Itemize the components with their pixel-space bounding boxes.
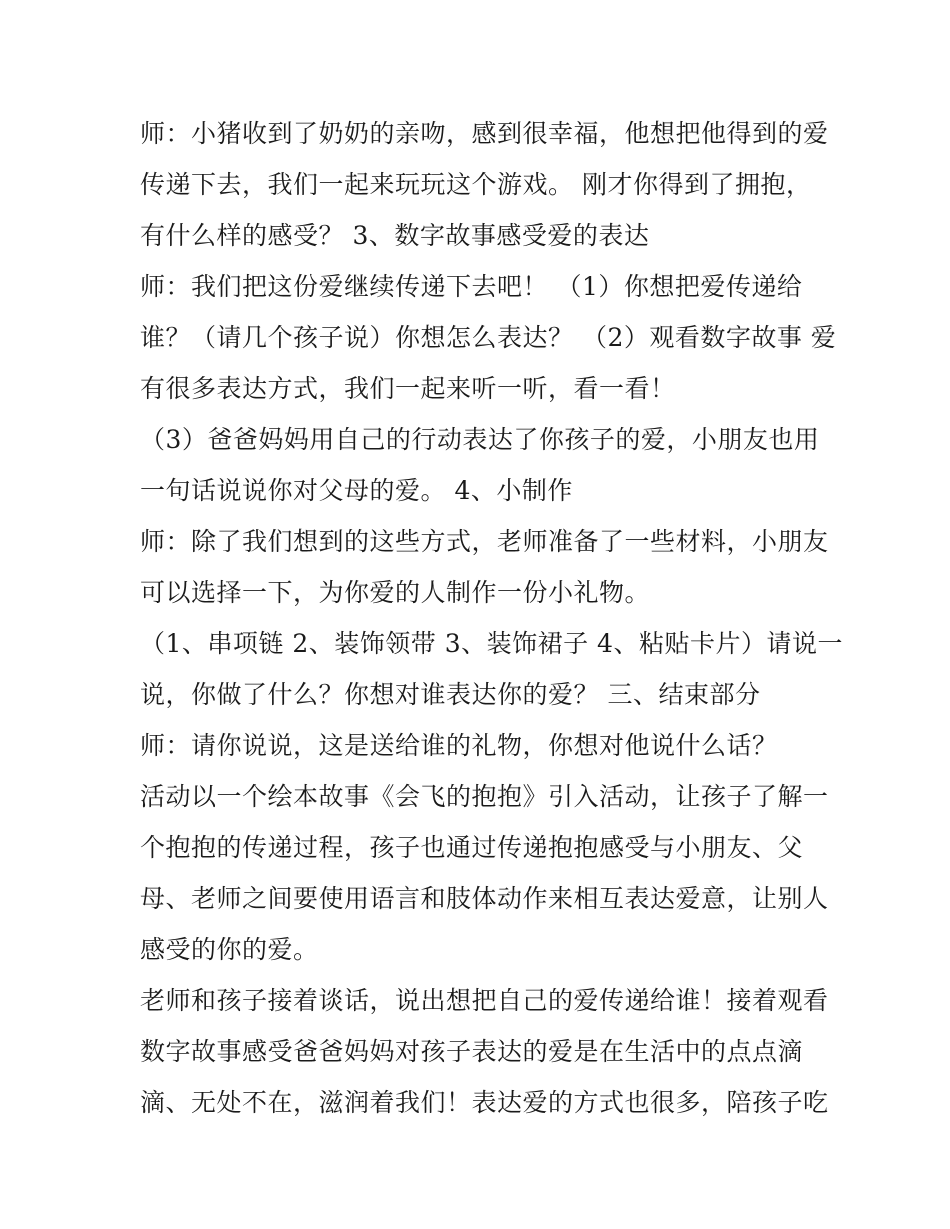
text-line: 数字故事感受爸爸妈妈对孩子表达的爱是在生活中的点点滴	[140, 1037, 804, 1066]
text-line: 说，你做了什么？你想对谁表达你的爱？ 三、结束部分	[140, 680, 761, 709]
text-line: 可以选择一下，为你爱的人制作一份小礼物。	[140, 578, 651, 607]
text-line: 有很多表达方式，我们一起来听一听，看一看！	[140, 374, 676, 403]
text-line: 活动以一个绘本故事《会飞的抱抱》引入活动，让孩子了解一	[140, 782, 829, 811]
text-line: 师：除了我们想到的这些方式，老师准备了一些材料，小朋友	[140, 527, 829, 556]
body-text	[140, 108, 843, 1128]
text-line: 滴、无处不在，滋润着我们！表达爱的方式也很多，陪孩子吃	[140, 1088, 829, 1117]
text-line: （1、串项链 2、装饰领带 3、装饰裙子 4、粘贴卡片）请说一	[140, 629, 843, 658]
text-line: 师：我们把这份爱继续传递下去吧！ （1）你想把爱传递给	[140, 272, 803, 301]
text-line: 有什么样的感受？ 3、数字故事感受爱的表达	[140, 221, 650, 250]
text-line: （3）爸爸妈妈用自己的行动表达了你孩子的爱，小朋友也用	[140, 425, 820, 454]
text-line: 师：小猪收到了奶奶的亲吻，感到很幸福，他想把他得到的爱	[140, 119, 829, 148]
text-line: 老师和孩子接着谈话，说出想把自己的爱传递给谁！接着观看	[140, 986, 829, 1015]
text-line: 一句话说说你对父母的爱。 4、小制作	[140, 476, 573, 505]
text-line: 个抱抱的传递过程，孩子也通过传递抱抱感受与小朋友、父	[140, 833, 804, 862]
text-line: 感受的你的爱。	[140, 935, 319, 964]
text-line: 母、老师之间要使用语言和肢体动作来相互表达爱意，让别人	[140, 884, 829, 913]
text-line: 传递下去，我们一起来玩玩这个游戏。 刚才你得到了拥抱，	[140, 170, 812, 199]
text-line: 谁？（请几个孩子说）你想怎么表达？ （2）观看数字故事 爱	[140, 323, 837, 352]
text-line: 师：请你说说，这是送给谁的礼物，你想对他说什么话？	[140, 731, 778, 760]
